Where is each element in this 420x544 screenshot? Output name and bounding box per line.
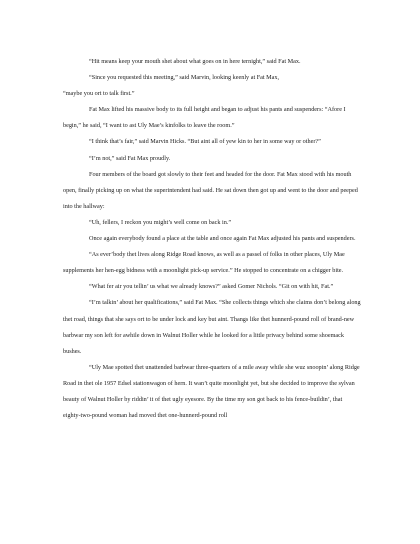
paragraph: “Uh, fellers, I reckon you might’s well come on back in.” (89, 218, 232, 226)
paragraph: “As ever’body thet lives along Ridge Road knows, as well as a passel of folks in other places, Uly Mae supplements her hen-egg bidness with a moonlight pick-up service.” He stopped to concentrate on a chigger bite. (63, 251, 345, 275)
body-text (63, 54, 361, 424)
paragraph: “I’m talkin’ about her qualifications,” said Fat Max. “She collects things which she claims don’t belong along thet road, things that she says ort to be under lock and key but aint. Thangs like thet hunnerd-pound roll of brand-new barbwar my son left for awhile down in Walnut Holler while he looked for a little privacy behind some shoemack bushes. (63, 299, 361, 355)
paragraph: Four members of the board got slowly to their feet and headed for the door. Fat Max stood with his mouth open, finally picking up on what the superintendent had said. He sat down then got up and went to the door and peeped into the hallway: (63, 170, 358, 210)
paragraph: Fat Max lifted his massive body to its full height and began to adjust his pants and suspenders: “Afore I begin,” he said, “I want to ast Uly Mae’s kinfolks to leave the room.” (63, 106, 346, 130)
paragraph: Once again everybody found a place at the table and once again Fat Max adjusted his pants and suspenders. (89, 235, 356, 243)
paragraph: “maybe you ort to talk first.” (63, 90, 135, 98)
paragraph: “What fer air you tellin’ us what we already knows?” asked Gomer Nichols. “Git on with hit, Fat.” (89, 283, 334, 291)
paragraph: “I’m not,” said Fat Max proudly. (89, 154, 171, 162)
paragraph: “Hit means keep your mouth shet about what goes on in here ternight,” said Fat Max. (89, 58, 301, 65)
paragraph: “I think that’s fair,” said Marvin Hicks. “But aint all of yew kin to her in some way or other?” (89, 138, 321, 146)
paragraph: “Since you requested this meeting,” said Marvin, looking keenly at Fat Max, (89, 74, 280, 82)
paragraph: “Uly Mae spotted thet unattended barbwar three-quarters of a mile away while she wuz snoopin’ along Ridge Road in thet ole 1957 Edsel stationwagon of hern. It wan’t quite moonlight yet, but she decided to improve the sylvan beauty of Walnut Holler by riddin’ it of thet ugly eyesore. By the time my son got back to his fence-buildin’, that eighty-two-pound woman had moved thet one-hunnerd-pound roll (63, 363, 360, 420)
